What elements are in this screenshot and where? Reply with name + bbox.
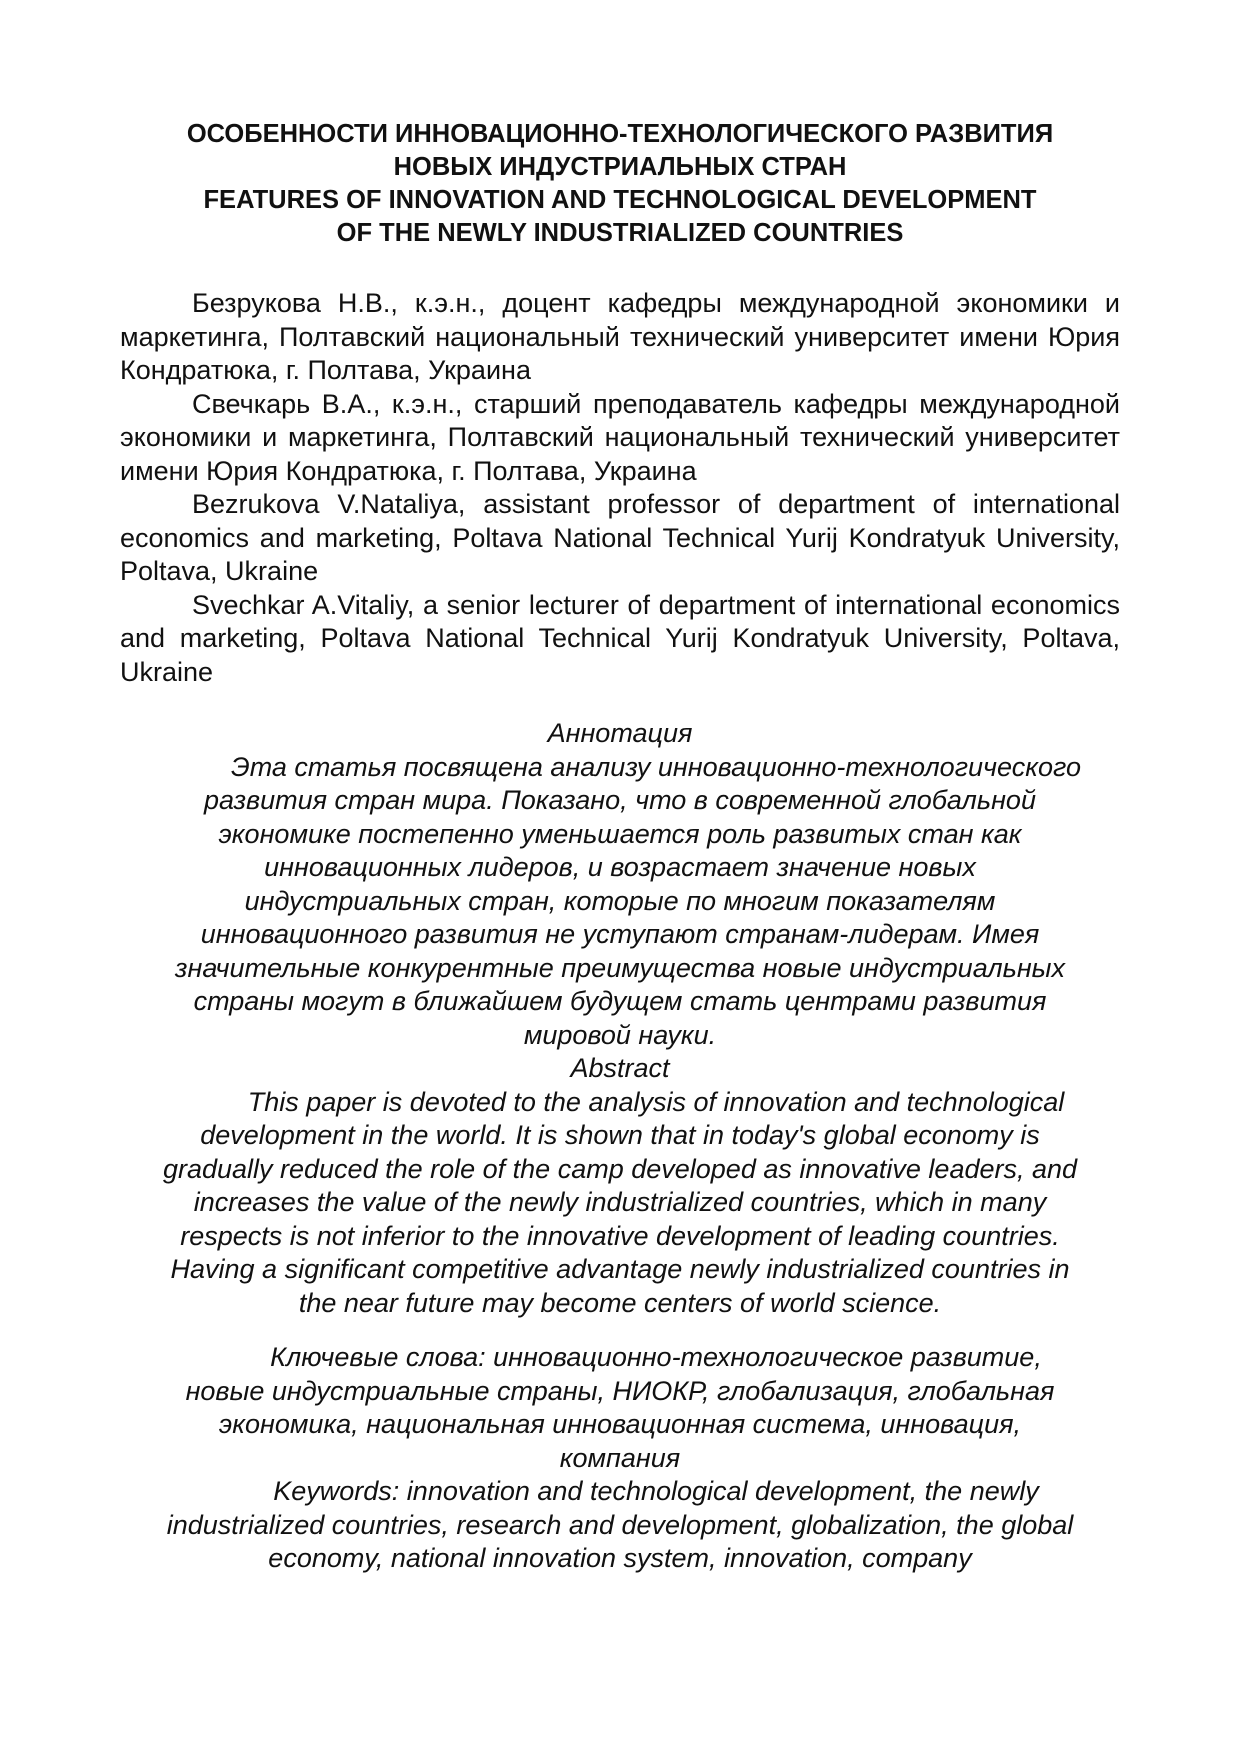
annotation-line: инновационного развития не уступают странам-лидерам. Имея bbox=[200, 919, 1040, 949]
annotation-line: страны могут в ближайшем будущем стать центрами развития bbox=[193, 986, 1047, 1016]
annotation-line: экономике постепенно уменьшается роль развитых стан как bbox=[218, 818, 1022, 849]
abstract-line: gradually reduced the role of the camp developed as innovative leaders, and bbox=[162, 1153, 1078, 1184]
keywords-ru-line: экономика, национальная инновационная система, инновация, bbox=[218, 1409, 1022, 1439]
annotation-line: Эта статья посвящена анализу инновационно-технологического bbox=[230, 751, 1082, 782]
abstract-section bbox=[120, 717, 1120, 1320]
abstract-line: This paper is devoted to the analysis of innovation and technological bbox=[247, 1086, 1065, 1117]
title-en-line-2: OF THE NEWLY INDUSTRIALIZED COUNTRIES bbox=[336, 219, 904, 247]
keywords-ru-line: Ключевые слова: инновационно-технологическое развитие, bbox=[270, 1342, 1042, 1372]
keywords-section bbox=[120, 1341, 1120, 1576]
author-svechkar-en: Svechkar A.Vitaliy, a senior lecturer of department of international economics and marketing, Poltava National Technical Yurij Kondratyuk University, Poltava, Ukraine bbox=[120, 589, 1120, 687]
annotation-line: значительные конкурентные преимущества новые индустриальных bbox=[174, 952, 1066, 983]
abstract-line: the near future may become centers of world science. bbox=[298, 1287, 942, 1318]
annotation-line: мировой науки. bbox=[523, 1019, 717, 1050]
keywords-en-line: industrialized countries, research and development, globalization, the global bbox=[166, 1509, 1074, 1540]
annotation-heading: Аннотация bbox=[547, 718, 693, 748]
paper-title bbox=[100, 118, 1140, 250]
annotation-line: индустриальных стран, которые по многим показателям bbox=[244, 885, 996, 916]
annotation-line: инновационных лидеров, и возрастает значение новых bbox=[264, 852, 976, 882]
keywords-en-line: economy, national innovation system, innovation, company bbox=[268, 1543, 972, 1573]
abstract-heading: Abstract bbox=[570, 1053, 670, 1083]
author-bezrukova-ru: Безрукова Н.В., к.э.н., доцент кафедры международной экономики и маркетинга, Полтавский национальный технический университет имени Юрия Кондратюка, г. Полтава, Украина bbox=[120, 288, 1120, 385]
author-bezrukova-en: Bezrukova V.Nataliya, assistant professor of department of international economics and marketing, Poltava National Technical Yurij Kondratyuk University, Poltava, Ukraine bbox=[120, 489, 1120, 586]
keywords-ru-line: новые индустриальные страны, НИОКР, глобализация, глобальная bbox=[185, 1375, 1055, 1406]
author-svechkar-ru: Свечкарь В.А., к.э.н., старший преподаватель кафедры международной экономики и маркетинга, Полтавский национальный технический университет имени Юрия Кондратюка, г. Полтава, Украина bbox=[120, 388, 1120, 486]
title-ru-line-2: НОВЫХ ИНДУСТРИАЛЬНЫХ СТРАН bbox=[393, 153, 847, 181]
annotation-line: развития стран мира. Показано, что в современной глобальной bbox=[204, 785, 1036, 815]
abstract-line: increases the value of the newly industrialized countries, which in many bbox=[193, 1187, 1047, 1217]
title-ru-line-1: ОСОБЕННОСТИ ИННОВАЦИОННО-ТЕХНОЛОГИЧЕСКОГО РАЗВИТИЯ bbox=[186, 120, 1054, 148]
author-affiliations bbox=[120, 287, 1120, 689]
abstract-line: development in the world. It is shown that in today's global economy is bbox=[200, 1120, 1040, 1150]
keywords-ru-line: компания bbox=[559, 1442, 681, 1473]
abstract-line: Having a significant competitive advantage newly industrialized countries in bbox=[170, 1254, 1070, 1284]
abstract-line: respects is not inferior to the innovative development of leading countries. bbox=[180, 1220, 1060, 1251]
keywords-en-line: Keywords: innovation and technological development, the newly bbox=[273, 1476, 1039, 1506]
title-en-line-1: FEATURES OF INNOVATION AND TECHNOLOGICAL DEVELOPMENT bbox=[203, 186, 1037, 214]
